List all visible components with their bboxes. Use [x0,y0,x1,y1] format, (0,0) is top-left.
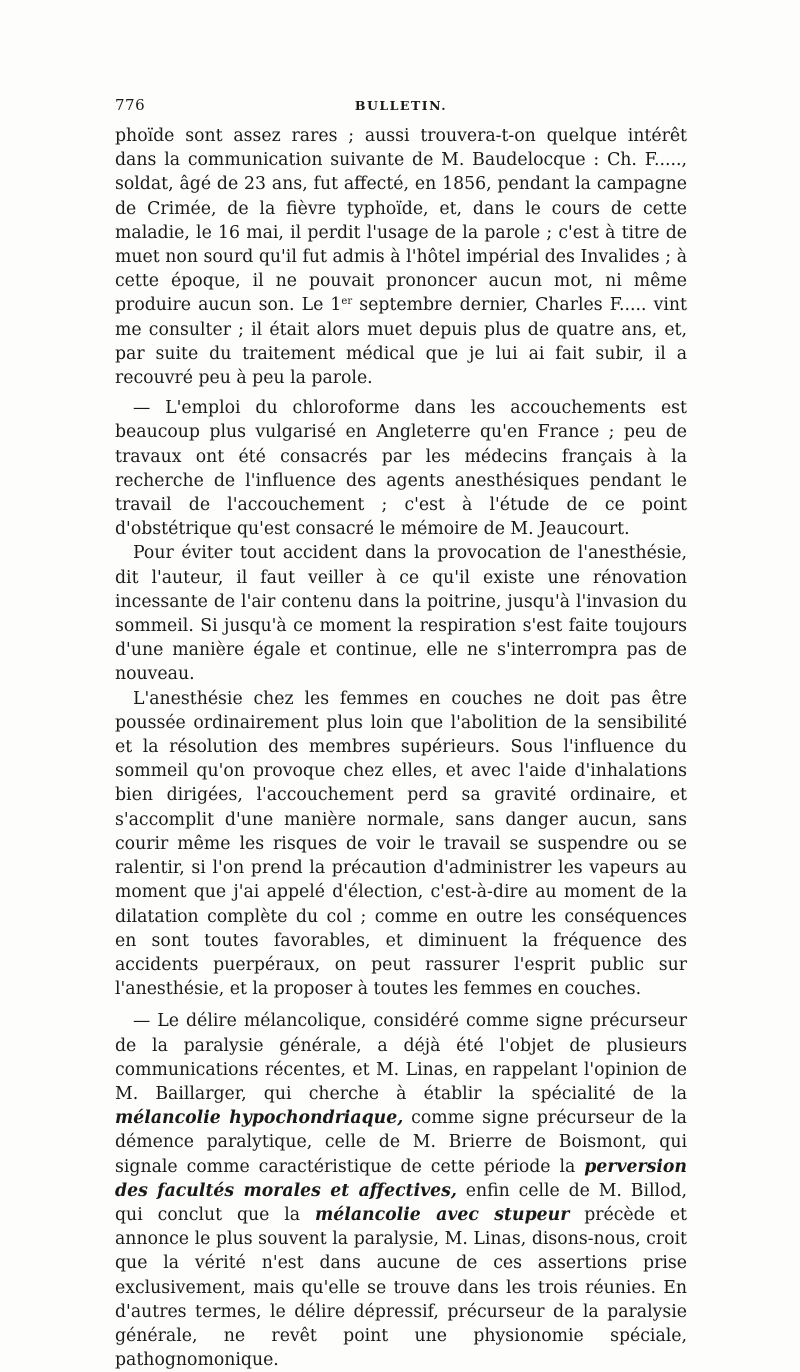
document-page [115,96,687,1372]
paragraph-text: L'anesthésie chez les femmes en couches ne doit pas être poussée ordinairement plus loin que l'abolition de la sensibilité et la résolution des membres supérieurs. Sous l'influence du sommeil qu'on provoque chez elles, et avec l'aide d'inhalations bien dirigées, l'accouchement perd sa gravité ordinaire, et s'accomplit d'une manière normale, sans danger aucun, sans courir même les risques de voir le travail se suspendre ou se ralentir, si l'on prend la précaution d'administrer les vapeurs au moment que j'ai appelé d'élection, c'est-à-dire au moment de la dilatation complète du col ; comme en outre les conséquences en sont toutes favorables, et diminuent la fréquence des accidents puerpéraux, on peut rassurer l'esprit public sur l'anesthésie, et la proposer à toutes les femmes en couches. [115,688,687,1000]
paragraph-3 [115,541,687,686]
paragraph-text: précède et annonce le plus souvent la paralysie, M. Linas, disons-nous, croit que la vérité n'est dans aucune de ces assertions prise exclusivement, mais qu'elle se trouve dans les trois réunies. En d'autres termes, le délire dépressif, précurseur de la paralysie générale, ne revêt point une physionomie spéciale, pathognomonique. [115,1204,687,1371]
paragraph-5 [115,1009,687,1372]
italic-term: mélancolie avec stupeur [314,1204,570,1225]
paragraph-text: comme signe précurseur de la démence paralytique, celle de M. Brierre de Boismont, qui signale comme caractéristique de cette période la [115,1108,687,1177]
paragraph-text: Pour éviter tout accident dans la provocation de l'anesthésie, dit l'auteur, il faut veiller à ce qu'il existe une rénovation incessante de l'air contenu dans la poitrine, jusqu'à l'invasion du sommeil. Si jusqu'à ce moment la respiration s'est faite toujours d'une manière égale et continue, elle ne s'interrompra pas de nouveau. [115,543,687,685]
paragraph-4 [115,687,687,1002]
paragraph-text: phoïde sont assez rares ; aussi trouvera-t-on quelque intérêt dans la communication suivante de M. Baudelocque : Ch. F....., soldat, âgé de 23 ans, fut affecté, en 1856, pendant la campagne de Crimée, de la fièvre typhoïde, et, dans le cours de cette maladie, le 16 mai, il perdit l'usage de la parole ; c'est à titre de muet non sourd qu'il fut admis à l'hôtel impérial des Invalides ; à cette époque, il ne pouvait prononcer aucun mot, ni même produire aucun son. Le 1 [115,126,687,316]
paragraph-1 [115,124,687,390]
italic-term: perversion des facultés morales et affectives, [115,1156,687,1201]
italic-term: mélancolie hypochondriaque, [115,1108,404,1129]
superscript: er [341,296,353,308]
paragraph-2 [115,396,687,541]
running-head: BULLETIN. [354,98,448,113]
paragraph-text: enfin celle de M. Billod, qui conclut que la [115,1180,687,1225]
article-body [115,124,687,1372]
page-number: 776 [115,96,146,114]
page-header [115,96,687,124]
paragraph-text: — Le délire mélancolique, considéré comme signe précurseur de la paralysie générale, a déjà été l'objet de plusieurs communications récentes, et M. Linas, en rappelant l'opinion de M. Baillarger, qui cherche à établir la spécialité de la [115,1011,687,1104]
paragraph-text: — L'emploi du chloroforme dans les accouchements est beaucoup plus vulgarisé en Angleterre qu'en France ; peu de travaux ont été consacrés par les médecins français à la recherche de l'influence des agents anesthésiques pendant le travail de l'accouchement ; c'est à l'étude de ce point d'obstétrique qu'est consacré le mémoire de M. Jeaucourt. [115,398,687,540]
paragraph-text: septembre dernier, Charles F..... vint me consulter ; il était alors muet depuis plus de quatre ans, et, par suite du traitement médical que je lui ai fait subir, il a recouvré peu à peu la parole. [115,295,687,389]
